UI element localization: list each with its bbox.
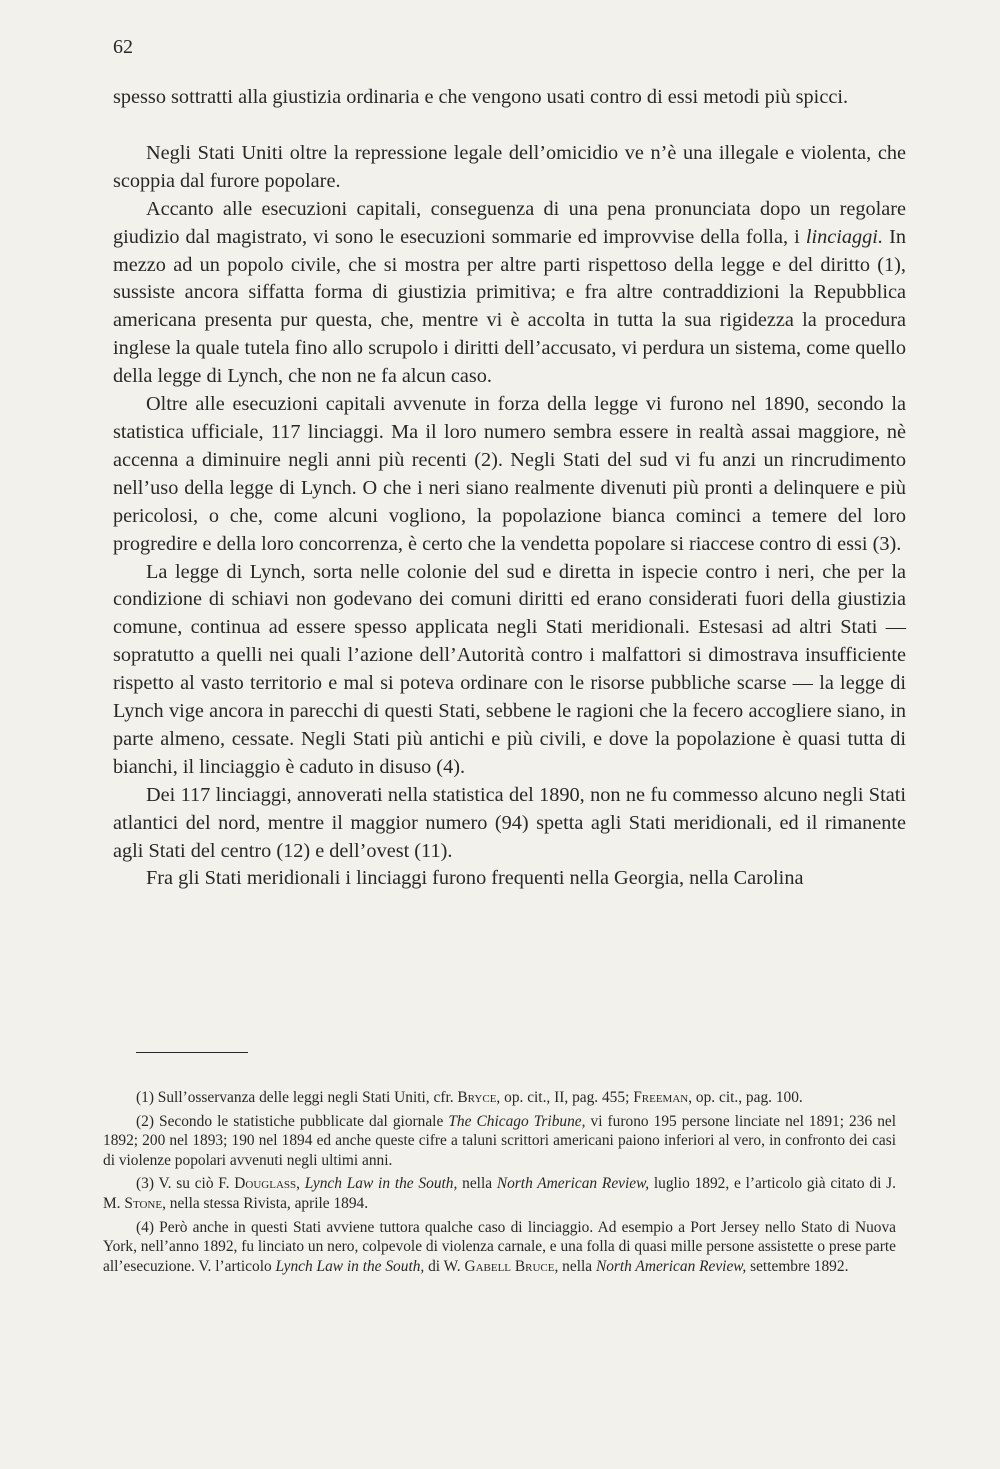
- paragraph: Fra gli Stati meridionali i linciaggi furono frequenti nella Georgia, nella Carolina: [146, 867, 804, 890]
- paragraph: spesso sottratti alla giustizia ordinaria e che vengono usati contro di essi metodi più spicci.: [113, 86, 849, 108]
- footnote: [103, 1088, 896, 1108]
- footnotes: [103, 1088, 896, 1280]
- publication-title: Lynch Law in the South,: [304, 1175, 458, 1193]
- italic-term: linciaggi.: [805, 225, 884, 248]
- footnote-text: , nella: [554, 1257, 596, 1275]
- publication-title: The Chicago Tribune,: [448, 1112, 586, 1130]
- footnote-text: nella: [457, 1175, 497, 1193]
- footnote-text: luglio 1892, e l’articolo già citato di J. M.: [103, 1175, 897, 1212]
- paragraph-text: In mezzo ad un popolo civile, che si mostra per altre parti rispettoso della legge e del diritto (1), sussiste ancora siffatta forma di giustizia primitiva; e fra altre contraddizioni la Repubblica americana presenta pur questa, che, mentre vi è accolta in tutta la sua rigidezza la procedura inglese la quale tutela fino allo scrupolo i diritti dell’accusato, vi perdura un sistema, come quello della legge di Lynch, che non ne fa alcun caso.: [113, 225, 906, 388]
- footnote-text: , nella stessa Rivista, aprile 1894.: [162, 1194, 369, 1212]
- footnote-separator: [136, 1052, 248, 1053]
- paragraph: La legge di Lynch, sorta nelle colonie del sud e diretta in ispecie contro i neri, che per la condizione di schiavi non godevano dei comuni diritti ed erano considerati fuori della giustizia comune, continua ad essere spesso applicata negli Stati meridionali. Estesasi ad altri Stati — sopratutto a quelli nei quali l’azione dell’Autorità contro i malfattori si dimostrava insufficiente rispetto al vasto territorio e mal si poteva ordinare con le risorse pubbliche scarse — la legge di Lynch vige ancora in parecchi di questi Stati, sebbene le ragioni che la fecero accogliere siano, in parte almeno, cessate. Negli Stati più antichi e più civili, e dove la popolazione è quasi tutta di bianchi, il linciaggio è caduto in disuso (4).: [113, 560, 906, 778]
- footnote: [103, 1174, 896, 1213]
- footnote-text: ,: [296, 1175, 305, 1193]
- footnote-text: vi furono 195 persone linciate nel 1891; 236 nel 1892; 200 nel 1893; 190 nel 1894 ed anche queste cifre a taluni scrittori americani paiono inferiori al vero, in confronto dei casi di violenze popolari avvenuti negli ultimi anni.: [103, 1112, 896, 1169]
- author-name: Douglass: [234, 1175, 297, 1193]
- paragraph-text: Accanto alle esecuzioni capitali, conseguenza di una pena pronunciata dopo un regolare giudizio dal magistrato, vi sono le esecuzioni sommarie ed improvvise della folla, i: [113, 197, 906, 248]
- footnote-text: , op. cit., II, pag. 455;: [496, 1089, 634, 1106]
- footnote: [103, 1218, 896, 1277]
- footnote-text: , op. cit., pag. 100.: [688, 1089, 803, 1106]
- publication-title: North American Review,: [496, 1175, 650, 1193]
- paragraph: Negli Stati Uniti oltre la repressione legale dell’omicidio ve n’è una illegale e violenta, che scoppia dal furore popolare.: [113, 141, 906, 192]
- paragraph: Oltre alle esecuzioni capitali avvenute in forza della legge vi furono nel 1890, secondo la statistica ufficiale, 117 linciaggi. Ma il loro numero sembra essere in realtà assai maggiore, nè accenna a diminuire negli anni più recenti (2). Negli Stati del sud vi fu anzi un rincrudimento nell’uso della legge di Lynch. O che i neri siano realmente divenuti più pronti a delinquere e più pericolosi, o che, come alcuni vogliono, la popolazione bianca cominci a temere del loro progredire e della loro concorrenza, è certo che la vendetta popolare si riaccese contro di essi (3).: [113, 393, 906, 555]
- footnote: [103, 1112, 896, 1171]
- publication-title: Lynch Law in the South,: [275, 1257, 425, 1275]
- author-name: Gabell Bruce: [464, 1257, 555, 1275]
- footnote-text: (1) Sull’osservanza delle leggi negli Stati Uniti, cfr.: [136, 1089, 458, 1106]
- footnote-text: (3) V. su ciò F.: [136, 1175, 235, 1193]
- paragraph: [113, 196, 906, 391]
- page-number: 62: [113, 36, 133, 58]
- main-text: [113, 84, 906, 893]
- author-name: Stone: [124, 1194, 163, 1212]
- author-name: Bryce: [457, 1089, 497, 1106]
- footnote-text: di W.: [424, 1257, 465, 1275]
- footnote-text: (4) Però anche in questi Stati avviene tuttora qualche caso di linciaggio. Ad esempio a Port Jersey nello Stato di Nuova York, nell’anno 1892, fu linciato un nero, colpevole di violenza carnale, e una folla di quasi mille persone assistette o prese parte all’esecuzione. V. l’articolo: [103, 1218, 896, 1275]
- footnote-text: (2) Secondo le statistiche pubblicate dal giornale: [136, 1112, 449, 1130]
- publication-title: North American Review,: [595, 1257, 747, 1275]
- footnote-text: settembre 1892.: [746, 1257, 849, 1275]
- paragraph: Dei 117 linciaggi, annoverati nella statistica del 1890, non ne fu commesso alcuno negli Stati atlantici del nord, mentre il maggior numero (94) spetta agli Stati meridionali, ed il rimanente agli Stati del centro (12) e dell’ovest (11).: [113, 783, 906, 862]
- author-name: Freeman: [633, 1089, 689, 1106]
